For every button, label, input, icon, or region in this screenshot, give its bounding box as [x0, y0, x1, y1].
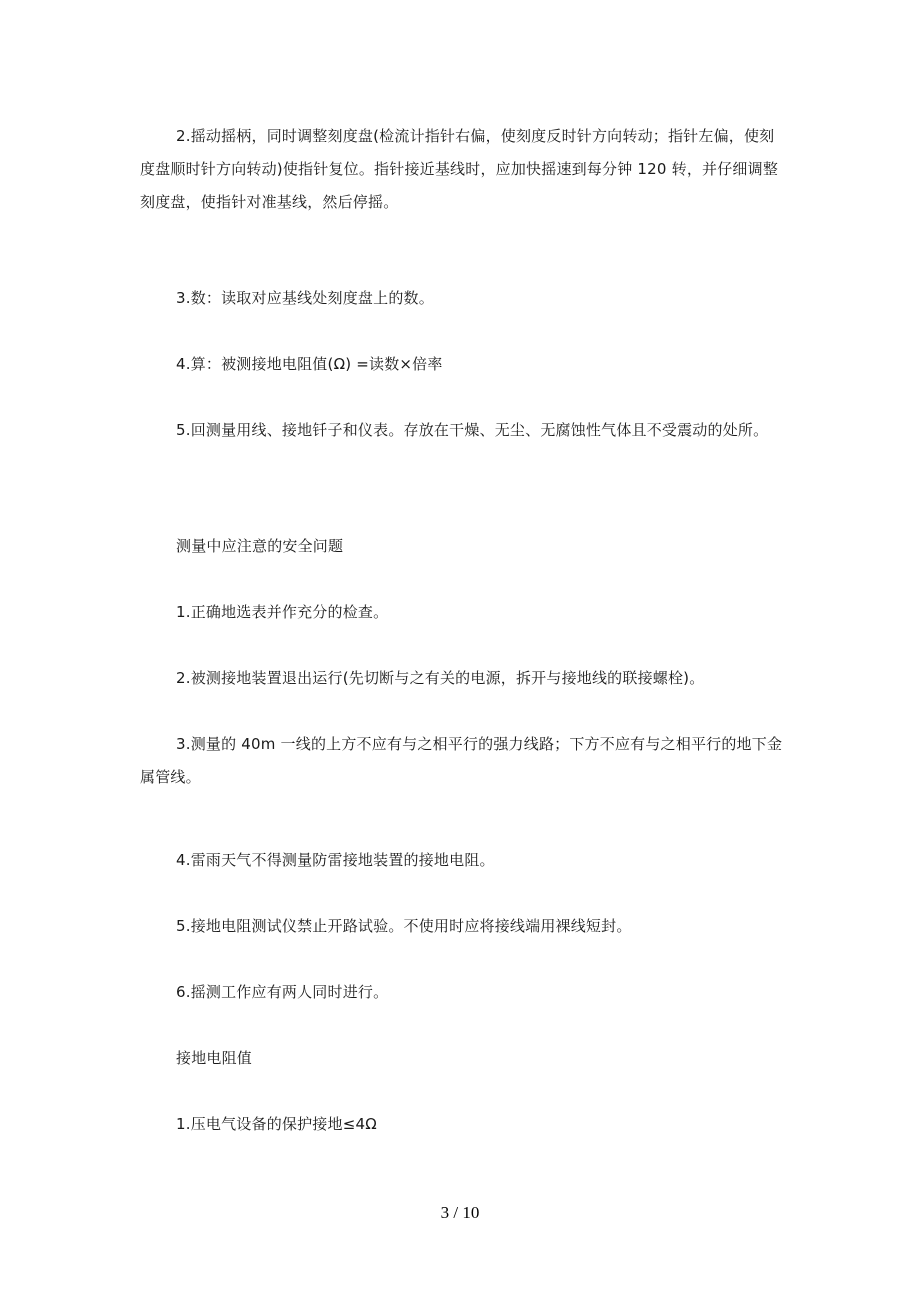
paragraph-step-3-read [140, 282, 785, 315]
paragraph-text: 6.摇测工作应有两人同时进行。 [176, 983, 389, 1001]
paragraph-resistance-1 [140, 1108, 785, 1141]
paragraph-text: 3.数：读取对应基线处刻度盘上的数。 [176, 289, 434, 307]
paragraph-safety-1 [140, 596, 785, 629]
paragraph-text: 2.被测接地装置退出运行(先切断与之有关的电源，拆开与接地线的联接螺栓)。 [176, 669, 705, 687]
section-heading-resistance-values [140, 1042, 785, 1075]
paragraph-step-5-store [140, 414, 785, 447]
page-number: 3 / 10 [440, 1203, 480, 1222]
paragraph-text: 5.回测量用线、接地钎子和仪表。存放在干燥、无尘、无腐蚀性气体且不受震动的处所。 [176, 421, 769, 439]
paragraph-safety-4 [140, 844, 785, 877]
paragraph-text: 5.接地电阻测试仪禁止开路试验。不使用时应将接线端用裸线短封。 [176, 917, 632, 935]
paragraph-text: 1.正确地选表并作充分的检查。 [176, 603, 389, 621]
paragraph-text: 3.测量的 40m 一线的上方不应有与之相平行的强力线路；下方不应有与之相平行的地下金属管线。 [140, 735, 783, 786]
paragraph-safety-5 [140, 910, 785, 943]
paragraph-step-4-calc [140, 348, 785, 381]
paragraph-text: 4.雷雨天气不得测量防雷接地装置的接地电阻。 [176, 851, 495, 869]
paragraph-text: 2.摇动摇柄，同时调整刻度盘(检流计指针右偏，使刻度反时针方向转动；指针左偏，使刻度盘顺时针方向转动)使指针复位。指针接近基线时，应加快摇速到每分钟 120 转，并仔细调整刻度盘，使指针对准基线，然后停摇。 [140, 127, 779, 211]
paragraph-safety-3 [140, 728, 785, 794]
paragraph-safety-6 [140, 976, 785, 1009]
paragraph-text: 接地电阻值 [176, 1049, 253, 1067]
paragraph-safety-2 [140, 662, 785, 695]
paragraph-text: 测量中应注意的安全问题 [176, 537, 344, 555]
paragraph-step-2-crank [140, 120, 785, 219]
paragraph-text: 4.算：被测接地电阻值(Ω) =读数×倍率 [176, 355, 443, 373]
paragraph-text: 1.压电气设备的保护接地≤4Ω [176, 1115, 377, 1133]
section-heading-safety [140, 530, 785, 563]
